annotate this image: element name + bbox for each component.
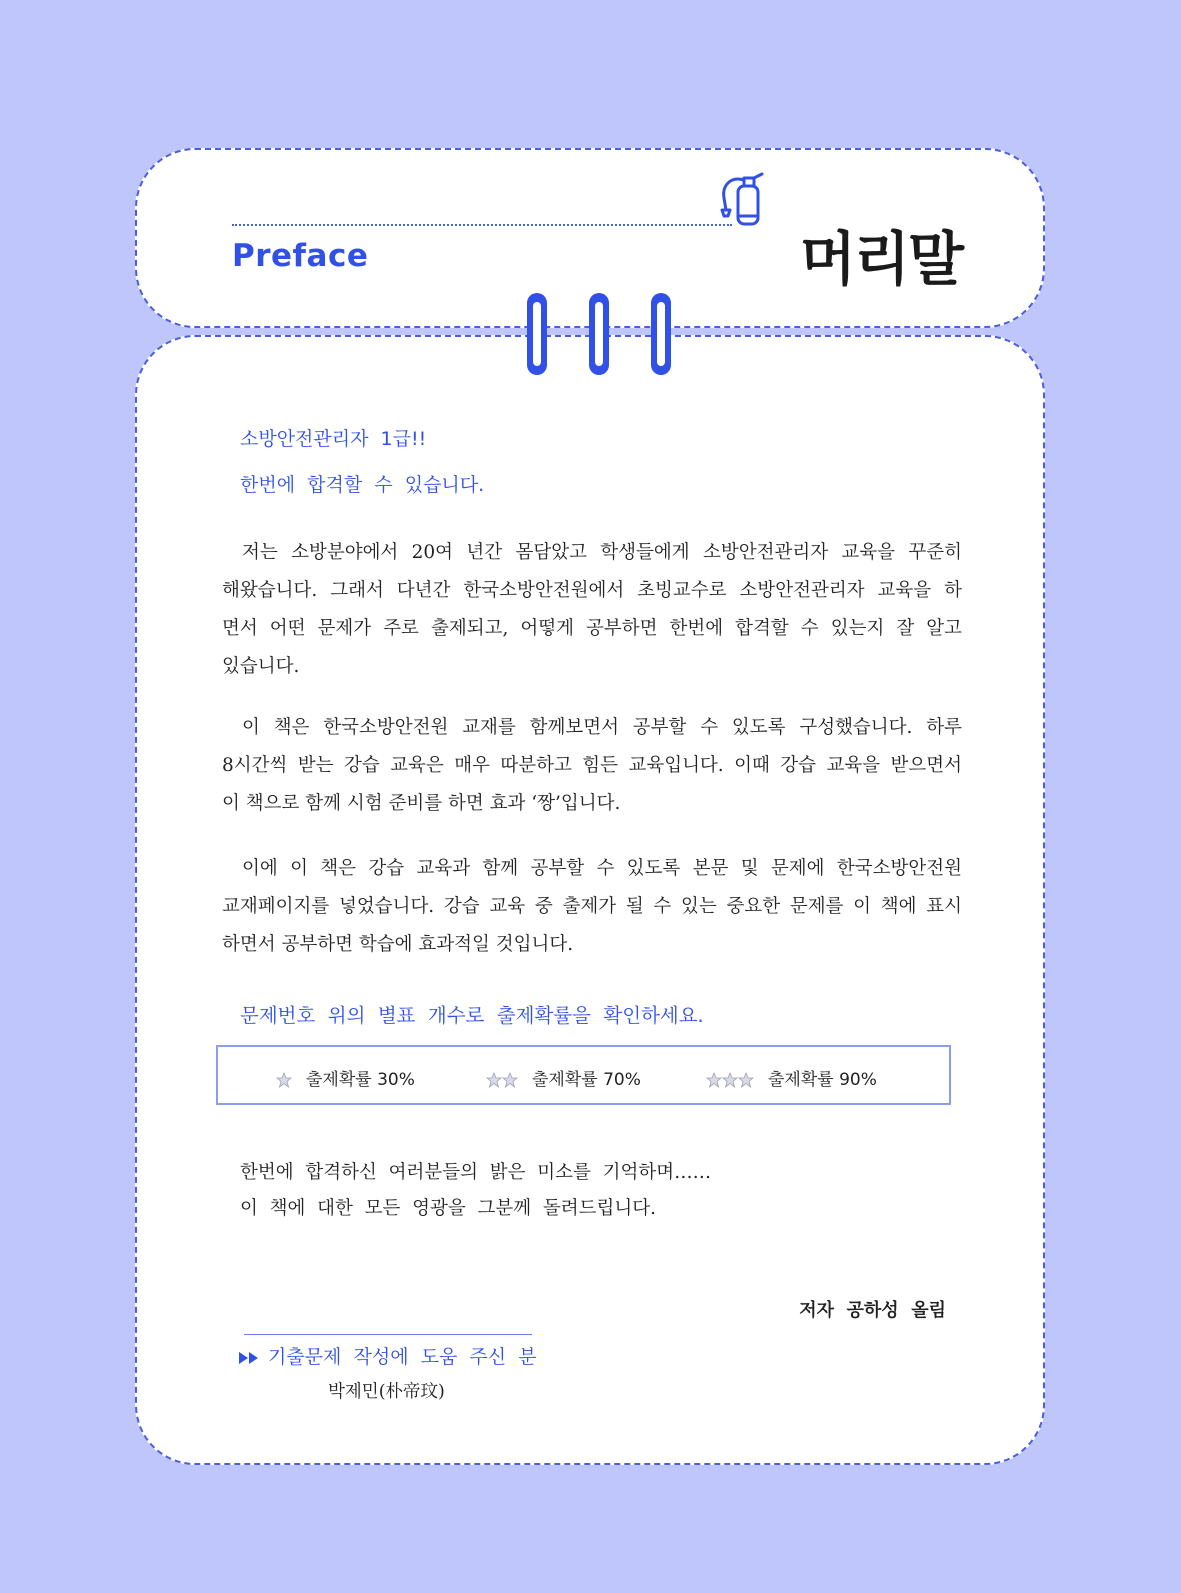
paragraph-line: 이 책은 한국소방안전원 교재를 함께보면서 공부할 수 있도록 구성했습니다. 하루 (242, 717, 962, 738)
binder-ring-icon (648, 290, 674, 378)
paragraph-line: 하면서 공부하면 학습에 효과적일 것입니다. (222, 934, 574, 955)
probability-item (486, 1065, 641, 1090)
double-arrow-icon (238, 1351, 260, 1365)
probability-item (276, 1065, 415, 1090)
closing-line: 이 책에 대한 모든 영광을 그분께 돌려드립니다. (240, 1198, 656, 1219)
intro-headline: 소방안전관리자 1급!! (240, 428, 427, 450)
closing-line: 한번에 합격하신 여러분들의 밝은 미소를 기억하며…… (240, 1162, 712, 1183)
probability-label: 출제확률 30% (306, 1070, 415, 1090)
helpers-heading-text: 기출문제 작성에 도움 주신 분 (268, 1346, 537, 1368)
paragraph-line: 교재페이지를 넣었습니다. 강습 교육 중 출제가 될 수 있는 중요한 문제를 이 책에 표시 (222, 896, 962, 917)
paragraph (222, 534, 962, 686)
author-signature: 저자 공하성 올림 (799, 1300, 946, 1321)
paragraph-line: 8시간씩 받는 강습 교육은 매우 따분하고 힘든 교육입니다. 이때 강습 교육을 받으면서 (222, 755, 962, 776)
helper-name: 박제민(朴帝玟) (328, 1382, 445, 1402)
preface-subtitle: Preface (232, 238, 369, 274)
helpers-heading (238, 1342, 537, 1369)
binder-ring-icon (524, 290, 550, 378)
paragraph-line: 이에 이 책은 강습 교육과 함께 공부할 수 있도록 본문 및 문제에 한국소방안전원 (242, 858, 962, 879)
helper-divider (244, 1334, 532, 1335)
probability-legend (216, 1045, 951, 1105)
paragraph (222, 709, 962, 823)
page-title: 머리말 (800, 225, 963, 293)
binder-ring-icon (586, 290, 612, 378)
three-stars-icon (706, 1072, 754, 1088)
star-icon (276, 1072, 292, 1088)
paragraph-line: 해왔습니다. 그래서 다년간 한국소방안전원에서 초빙교수로 소방안전관리자 교육을 하 (222, 580, 962, 601)
intro-subheadline: 한번에 합격할 수 있습니다. (240, 474, 485, 496)
probability-label: 출제확률 70% (532, 1070, 641, 1090)
probability-item (706, 1065, 877, 1090)
paragraph-line: 이 책으로 함께 시험 준비를 하면 효과 ‘짱’입니다. (222, 793, 621, 814)
paragraph (222, 850, 962, 964)
paragraph-line: 면서 어떤 문제가 주로 출제되고, 어떻게 공부하면 한번에 합격할 수 있는지 잘 알고 (222, 618, 962, 639)
header-dotted-rule (232, 224, 732, 226)
paragraph-line: 있습니다. (222, 656, 300, 677)
probability-label: 출제확률 90% (768, 1070, 877, 1090)
star-note: 문제번호 위의 별표 개수로 출제확률을 확인하세요. (240, 1004, 704, 1027)
paragraph-line: 저는 소방분야에서 20여 년간 몸담았고 학생들에게 소방안전관리자 교육을 꾸준히 (242, 542, 962, 563)
two-stars-icon (486, 1072, 518, 1088)
fire-extinguisher-icon (716, 170, 768, 228)
